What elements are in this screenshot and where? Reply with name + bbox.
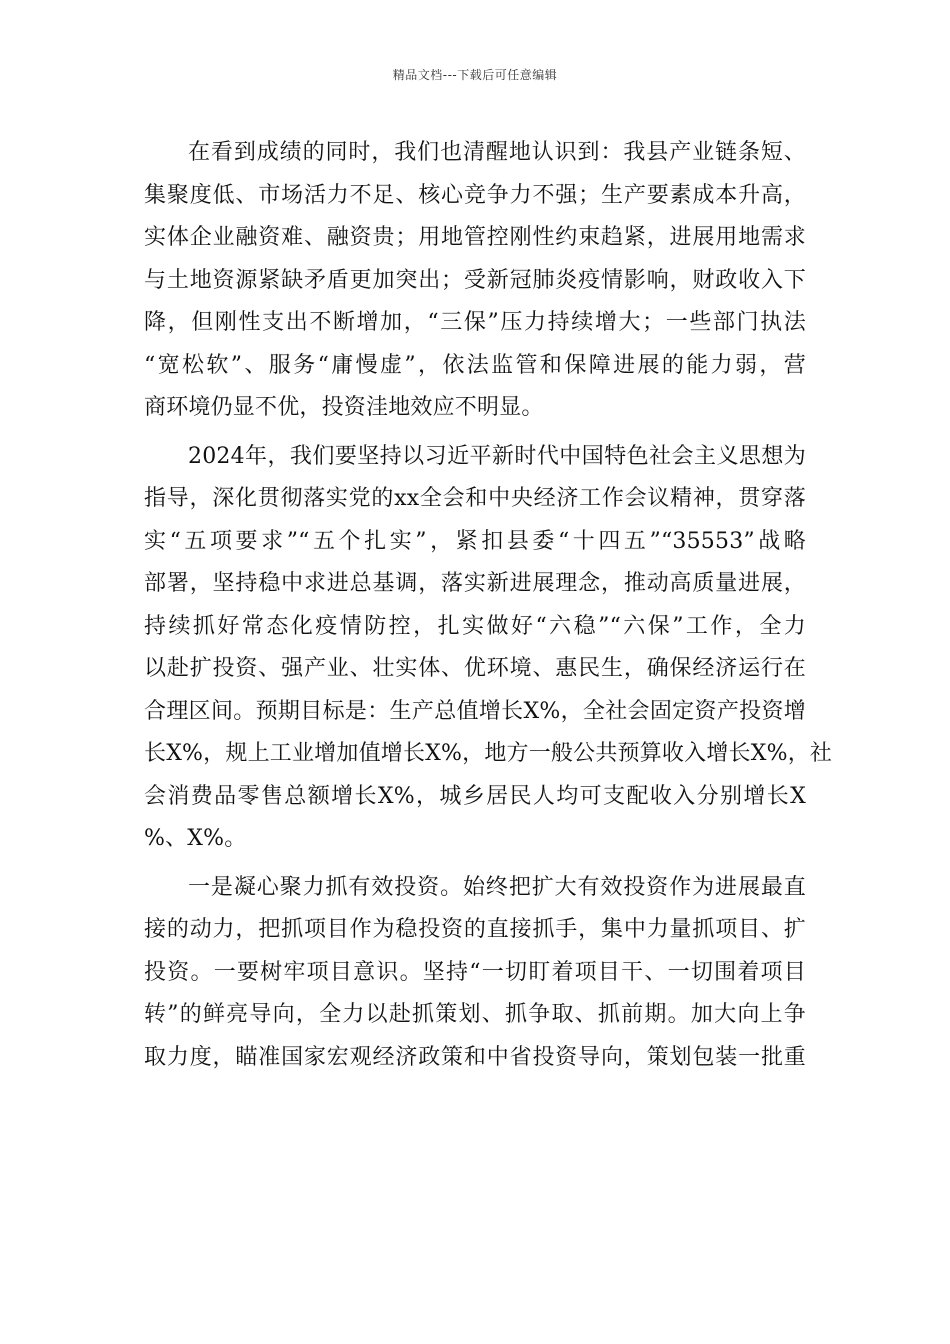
paragraph-1 <box>144 132 806 430</box>
text-line: 以赴扩投资、强产业、壮实体、优环境、惠民生，确保经济运行在 <box>144 656 806 681</box>
text-line: 投资。一要树牢项目意识。坚持“一切盯着项目干、一切围着项目 <box>144 959 806 985</box>
text-line: 接的动力，把抓项目作为稳投资的直接抓手，集中力量抓项目、扩 <box>144 917 806 942</box>
text-line: 取力度，瞄准国家宏观经济政策和中省投资导向，策划包装一批重 <box>144 1044 806 1070</box>
text-line: 部署，坚持稳中求进总基调，落实新进展理念，推动高质量进展， <box>144 571 806 596</box>
document-body <box>144 132 833 1085</box>
text-line: 一是凝心聚力抓有效投资。始终把扩大有效投资作为进展最直 <box>188 874 806 900</box>
paragraph-2 <box>144 436 833 861</box>
text-line: 集聚度低、市场活力不足、核心竞争力不强；生产要素成本升高， <box>144 182 806 208</box>
paragraph-3 <box>144 867 806 1080</box>
text-line: 与土地资源紧缺矛盾更加突出；受新冠肺炎疫情影响，财政收入下 <box>144 267 806 293</box>
text-line: %、X%。 <box>144 826 247 851</box>
page-header: 精品文档---下载后可任意编辑 <box>392 68 558 82</box>
text-line: 降，但刚性支出不断增加，“三保”压力持续增大；一些部门执法 <box>144 310 806 335</box>
text-line: 转”的鲜亮导向，全力以赴抓策划、抓争取、抓前期。加大向上争 <box>144 1002 806 1027</box>
text-line: 持续抓好常态化疫情防控，扎实做好“六稳”“六保”工作，全力 <box>144 613 806 639</box>
text-line: “宽松软”、服务“庸慢虚”，依法监管和保障进展的能力弱，营 <box>144 352 806 378</box>
text-line: 会消费品零售总额增长X%，城乡居民人均可支配收入分别增长X <box>144 783 806 809</box>
text-line: 在看到成绩的同时，我们也清醒地认识到：我县产业链条短、 <box>188 140 806 165</box>
text-line: 实“五项要求”“五个扎实”，紧扣县委“十四五”“35553”战略 <box>144 528 806 554</box>
text-line: 指导，深化贯彻落实党的xx全会和中央经济工作会议精神，贯穿落 <box>144 486 806 511</box>
text-line: 实体企业融资难、融资贵；用地管控刚性约束趋紧，进展用地需求 <box>144 225 806 250</box>
text-line: 合理区间。预期目标是：生产总值增长X%，全社会固定资产投资增 <box>144 698 806 724</box>
text-line: 长X%，规上工业增加值增长X%，地方一般公共预算收入增长X%，社 <box>144 741 833 766</box>
text-line: 2024年，我们要坚持以习近平新时代中国特色社会主义思想为 <box>188 443 806 469</box>
text-line: 商环境仍显不优，投资洼地效应不明显。 <box>144 395 544 420</box>
